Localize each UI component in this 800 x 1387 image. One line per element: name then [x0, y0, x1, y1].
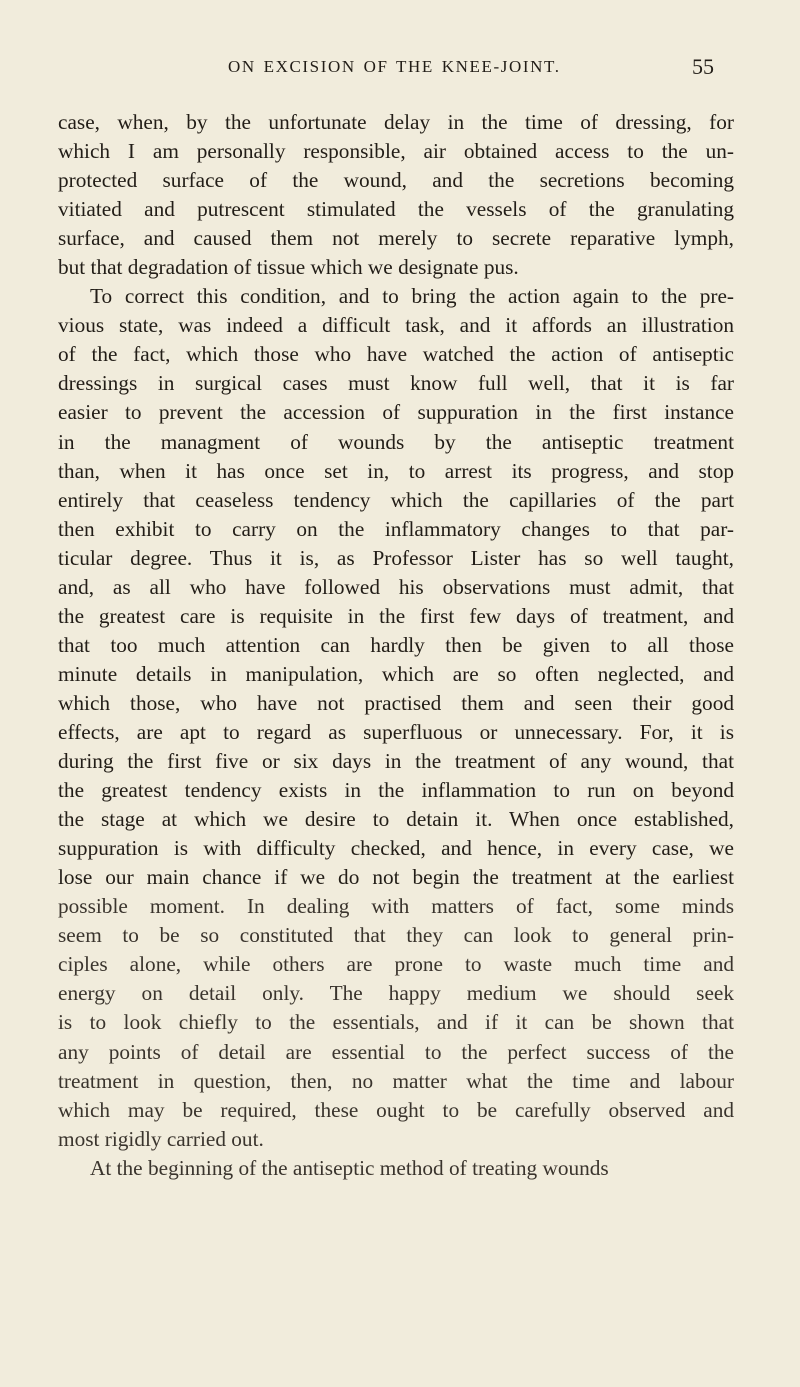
text-line: case, when, by the unfortunate delay in the time of dressing, for [58, 110, 734, 134]
text-line: At the beginning of the antiseptic method of treating wounds [90, 1155, 609, 1180]
body-text [58, 108, 734, 1358]
text-line: which those, who have not practised them and seen their good [58, 690, 734, 715]
text-line: during the first five or six days in the treatment of any wound, that [58, 749, 734, 774]
text-line: and, as all who have followed his observations must admit, that [58, 574, 734, 599]
text-line: ticular degree. Thus it is, as Professor Lister has so well taught, [58, 545, 734, 570]
text-line: dressings in surgical cases must know full well, that it is far [58, 371, 734, 396]
text-line: in the managment of wounds by the antiseptic treatment [58, 429, 734, 454]
running-head [0, 54, 800, 84]
text-line: but that degradation of tissue which we designate pus. [58, 255, 519, 280]
text-line: the stage at which we desire to detain it. When once established, [58, 807, 734, 832]
page-number: 55 [692, 54, 714, 79]
text-line: of the fact, which those who have watched the action of antiseptic [58, 342, 734, 367]
text-line: minute details in manipulation, which are so often neglected, and [58, 661, 734, 686]
text-line: then exhibit to carry on the inflammatory changes to that par- [58, 516, 734, 541]
text-line: any points of detail are essential to the perfect success of the [58, 1039, 734, 1064]
text-line: suppuration is with difficulty checked, and hence, in every case, we [58, 836, 734, 861]
text-line: energy on detail only. The happy medium we should seek [58, 981, 734, 1006]
text-line: easier to prevent the accession of suppuration in the first instance [58, 400, 734, 425]
text-line: most rigidly carried out. [58, 1126, 264, 1151]
text-line: the greatest tendency exists in the inflammation to run on beyond [58, 778, 734, 803]
text-line: which may be required, these ought to be carefully observed and [58, 1097, 734, 1122]
text-line: which I am personally responsible, air obtained access to the un- [58, 139, 734, 164]
text-line: lose our main chance if we do not begin the treatment at the earliest [58, 865, 734, 890]
text-line: To correct this condition, and to bring the action again to the pre- [90, 284, 734, 309]
text-line: is to look chiefly to the essentials, and if it can be shown that [58, 1010, 734, 1035]
text-line: treatment in question, then, no matter what the time and labour [58, 1068, 734, 1093]
running-title: ON EXCISION OF THE KNEE-JOINT. [228, 57, 561, 76]
text-line: seem to be so constituted that they can look to general prin- [58, 923, 734, 948]
text-line: possible moment. In dealing with matters of fact, some minds [58, 894, 734, 919]
text-line: the greatest care is requisite in the first few days of treatment, and [58, 603, 734, 628]
text-line: that too much attention can hardly then be given to all those [58, 632, 734, 657]
text-line: surface, and caused them not merely to secrete reparative lymph, [58, 226, 734, 251]
text-line: than, when it has once set in, to arrest its progress, and stop [58, 458, 734, 483]
text-line: entirely that ceaseless tendency which the capillaries of the part [58, 487, 734, 512]
text-line: vious state, was indeed a difficult task, and it affords an illustration [58, 313, 734, 338]
text-line: effects, are apt to regard as superfluous or unnecessary. For, it is [58, 719, 734, 744]
text-line: ciples alone, while others are prone to waste much time and [58, 952, 734, 977]
text-line: protected surface of the wound, and the secretions becoming [58, 168, 734, 193]
text-line: vitiated and putrescent stimulated the vessels of the granulating [58, 197, 734, 222]
